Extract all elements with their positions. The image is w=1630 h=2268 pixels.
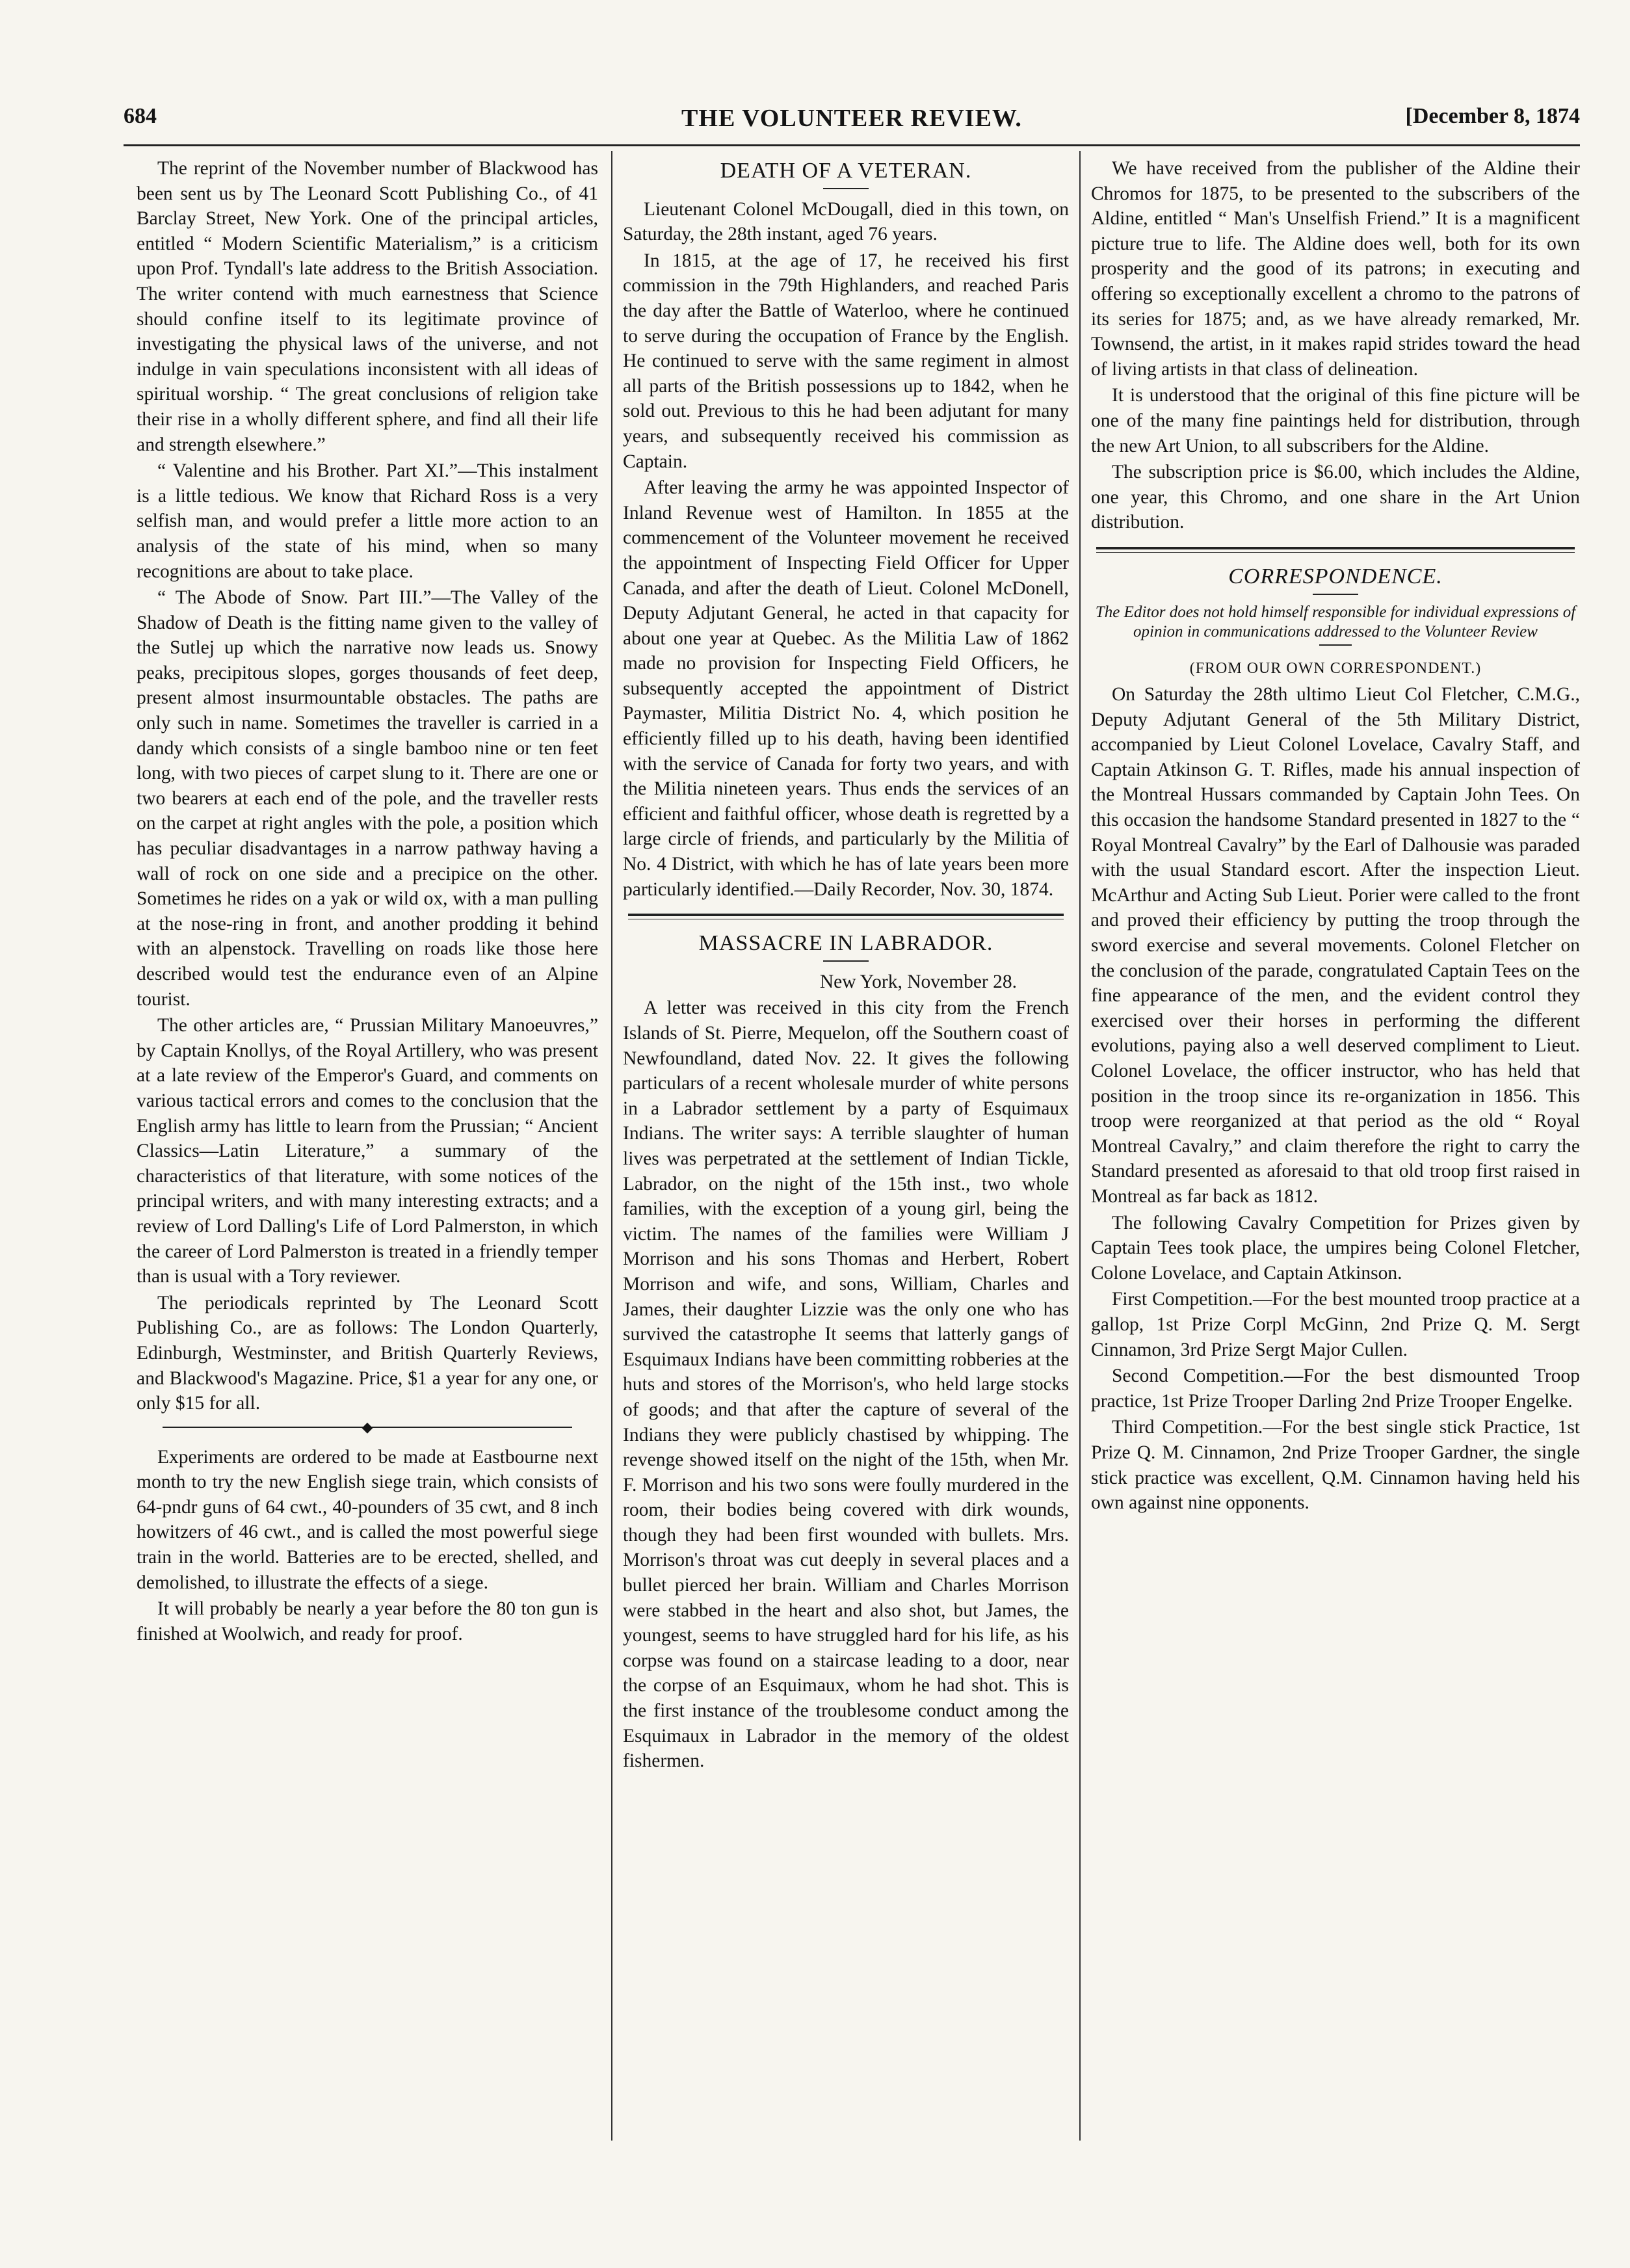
blackwood-review-paragraph: The reprint of the November number of Blackwood has been sent us by The Leonard Scott Publishing Co., of 41 Barclay Street, New York. One of the principal articles, entitled “ Modern Scientific Materialism,” is a criticism upon Prof. Tyndall's late address to the British Association. The writer contend with much earnestness that Science should confine itself to its legitimate province of investigating the physical laws of the universe, and not indulge in vain speculations inconsistent with all ideas of spiritual worship. “ The great conclusions of religion take their rise in a wholly different sphere, and find all their life and strength elsewhere.” (137, 158, 598, 455)
siege-train-paragraph: Experiments are ordered to be made at Eastbourne next month to try the new English siege train, which consists of 64-pndr guns of 64 cwt., 40-pounders of 35 cwt, and 8 inch howitzers of 46 cwt., and is called the most powerful siege train in the world. Batteries are to be erected, shelled, and demolished, to illustrate the effects of a siege. (137, 1446, 598, 1593)
section-divider (628, 914, 1064, 919)
disclaimer-rule (1319, 644, 1352, 646)
page-header (124, 104, 1580, 140)
column-1 (137, 156, 598, 1648)
correspondence-heading: CORRESPONDENCE. (1228, 564, 1443, 588)
header-rule (124, 144, 1580, 146)
second-competition: Second Competition.—For the best dismounted Troop practice, 1st Prize Trooper Darling 2nd Prize Trooper Engelke. (1091, 1365, 1580, 1412)
massacre-heading: MASSACRE IN LABRADOR. (698, 931, 993, 956)
first-competition: First Competition.—For the best mounted troop practice at a gallop, 1st Prize Corpl McGinn, 2nd Prize Q. M. Sergt Cinnamon, 3rd Prize Sergt Major Cullen. (1091, 1289, 1580, 1360)
veteran-paragraph-2: In 1815, at the age of 17, he received his first commission in the 79th Highlanders, and reached Paris the day after the Battle of Waterloo, where he continued to serve during the occupation of France by the English. He continued to serve with the same regiment in almost all parts of the British possessions up to 1842, when he sold out. Previous to this he had been adjutant for many years, and subsequently received his commission as Captain. (623, 250, 1069, 472)
heading-rule (823, 188, 869, 189)
aldine-paragraph-2: It is understood that the original of this fine picture will be one of the many fine paintings held for distribution, through the new Art Union, to all subscribers for the Aldine. (1091, 385, 1580, 456)
page-number: 684 (124, 104, 157, 128)
competition-intro: The following Cavalry Competition for Prizes given by Captain Tees took place, the umpires being Colonel Fletcher, Colone Lovelace, and Captain Atkinson. (1091, 1212, 1580, 1284)
inspection-paragraph: On Saturday the 28th ultimo Lieut Col Fletcher, C.M.G., Deputy Adjutant General of the 5th Military District, accompanied by Lieut Colonel Lovelace, Cavalry Staff, and Captain Atkinson G. T. Rifles, made his annual inspection of the Montreal Hussars commanded by Captain John Tees. On this occasion the handsome Standard presented in 1827 to the “ Royal Montreal Cavalry” by the Earl of Dalhousie was paraded with the usual Standard escort. After the inspection Lieut. McArthur and Acting Sub Lieut. Porier were called to the front and proved their efficiency by putting the troop through the sword exercise and several movements. Colonel Fletcher on the conclusion of the parade, congratulated Captain Tees on the fine appearance of the men, and the evident control they exercised over their horses in performing the different evolutions, paying also a well deserved compliment to Lieut. Colonel Lovelace, the officer instructor, who has held that position in the troop since its re-organization in 1856. This troop were reorganized at that period as the old “ Royal Montreal Cavalry,” and claim therefore the right to carry the Standard presented as aforesaid to that old troop first raised in Montreal as far back as 1812. (1091, 684, 1580, 1207)
column-divider-2 (1079, 151, 1081, 2141)
valentine-paragraph: “ Valentine and his Brother. Part XI.”—This instalment is a little tedious. We know that Richard Ross is a very selfish man, and would prefer a little more action to an analysis of the state of his mind, when so many recognitions are about to take place. (137, 460, 598, 582)
issue-date: [December 8, 1874 (1405, 104, 1580, 128)
veteran-paragraph-1: Lieutenant Colonel McDougall, died in this town, on Saturday, the 28th instant, aged 76 years. (623, 198, 1069, 245)
column-2 (623, 156, 1069, 1775)
ton-gun-paragraph: It will probably be nearly a year before the 80 ton gun is finished at Woolwich, and ready for proof. (137, 1598, 598, 1644)
death-of-veteran-heading: DEATH OF A VETERAN. (720, 159, 972, 183)
veteran-paragraph-3: After leaving the army he was appointed Inspector of Inland Revenue west of Hamilton. In 1855 at the commencement of the Volunteer movement he received the appointment of Inspecting Field Officer for Upper Canada, and after the death of Lieut. Colonel McDonell, Deputy Adjutant General, he acted in that capacity for about one year at Quebec. As the Militia Law of 1862 made no provision for Inspecting Field Officers, he subsequently accepted the appointment of District Paymaster, Militia District No. 4, which position he efficiently filled up to his death, having been identified with the service of Canada for forty two years, and with the Militia nineteen years. Thus ends the services of an efficient and faithful officer, whose death is regretted by a large circle of friends, and particularly by the Militia of No. 4 District, with which he has of late years been more particularly identified.—Daily Recorder, Nov. 30, 1874. (623, 477, 1069, 900)
periodicals-paragraph: The periodicals reprinted by The Leonard Scott Publishing Co., are as follows: The London Quarterly, Edinburgh, Westminster, and British Quarterly Reviews, and Blackwood's Magazine. Price, $1 a year for any one, or only $15 for all. (137, 1292, 598, 1414)
aldine-paragraph-3: The subscription price is $6.00, which includes the Aldine, one year, this Chromo, and one share in the Art Union distribution. (1091, 462, 1580, 533)
third-competition: Third Competition.—For the best single stick Practice, 1st Prize Q. M. Cinnamon, 2nd Prize Trooper Gardner, the single stick practice was excellent, Q.M. Cinnamon having held his own against nine opponents. (1091, 1417, 1580, 1514)
correspondent-note: (FROM OUR OWN CORRESPONDENT.) (1189, 659, 1482, 677)
section-divider (1096, 547, 1575, 553)
ornament-divider (163, 1427, 572, 1434)
column-divider-1 (611, 151, 612, 2141)
editor-disclaimer: The Editor does not hold himself responsible for individual expressions of opinion in communications addressed to the Volunteer Review (1095, 603, 1576, 640)
dateline: New York, November 28. (819, 971, 1017, 992)
abode-of-snow-paragraph: “ The Abode of Snow. Part III.”—The Valley of the Shadow of Death is the fitting name given to the valley of the Sutlej up which the narrative now leads us. Snowy peaks, precipitous slopes, gorges thousands of feet deep, present almost insurmountable obstacles. The paths are only such in name. Sometimes the traveller is carried in a dandy which consists of a single bamboo nine or ten feet long, with two pieces of carpet slung to it. There are one or two bearers at each end of the pole, and the traveller rests on the carpet at right angles with the pole, a position which has peculiar disadvantages in a narrow pathway having a wall of rock on one side and a precipice on the other. Sometimes he rides on a yak or wild ox, with a man pulling at the nose-ring in front, and another prodding it behind with an alpenstock. Travelling on roads like those here described would test the endurance even of an Alpine tourist. (137, 587, 598, 1010)
heading-rule (823, 960, 869, 962)
column-3 (1091, 156, 1580, 1517)
other-articles-paragraph: The other articles are, “ Prussian Military Manoeuvres,” by Captain Knollys, of the Royal Artillery, who was present at a late review of the Emperor's Guard, and comments on various tactical errors and comes to the conclusion that the English army has little to learn from the Prussian; “ Ancient Classics—Latin Literature,” a summary of the characteristics of that literature, with some notices of the principal writers, and with many interesting extracts; and a review of Lord Dalling's Life of Lord Palmerston, in which the career of Lord Palmerston is treated in a friendly temper than is usual with a Tory reviewer. (137, 1015, 598, 1287)
massacre-paragraph: A letter was received in this city from the French Islands of St. Pierre, Mequelon, off the Southern coast of Newfoundland, dated Nov. 22. It gives the following particulars of a recent wholesale murder of white persons in a Labrador settlement by a party of Esquimaux Indians. The writer says: A terrible slaughter of human lives was perpetrated at the settlement of Indian Tickle, Labrador, on the night of the 15th inst., two whole families, with the exception of a young girl, being the victim. The names of the families were William J Morrison and his sons Thomas and Herbert, Robert Morrison and wife, and sons, William, Charles and James, their daughter Lizzie was the only one who has survived the catastrophe It seems that latterly gangs of Esquimaux Indians have been committing robberies at the huts and stores of the Morrison's, who held large stocks of goods; and that after the capture of several of the Indians they were publicly chastised by whipping. The revenge showed itself on the night of the 15th, when Mr. F. Morrison and his two sons were foully murdered in the room, their bodies being covered with dirk wounds, though they had been first wounded with bullets. Mrs. Morrison's throat was cut deeply in several places and a bullet pierced her brain. William and Charles Morrison were stabbed in the heart and also shot, but James, the youngest, seems to have struggled hard for his life, as his corpse was found on a staircase leading to a door, near the corpse of an Esquimaux, whom he had shot. This is the first instance of the troublesome conduct among the Esquimaux in Labrador in the memory of the oldest fishermen. (623, 997, 1069, 1772)
newspaper-title: THE VOLUNTEER REVIEW. (681, 105, 1022, 132)
heading-rule (1313, 594, 1358, 595)
aldine-paragraph-1: We have received from the publisher of the Aldine their Chromos for 1875, to be presented to the subscribers of the Aldine, entitled “ Man's Unselfish Friend.” It is a magnificent picture true to life. The Aldine does well, both for its own prosperity and the good of its patrons; in executing and offering so exceptionally excellent a chromo to the patrons of its series for 1875; and, as we have already remarked, Mr. Townsend, the artist, in it makes rapid strides toward the head of living artists in that class of delineation. (1091, 158, 1580, 380)
